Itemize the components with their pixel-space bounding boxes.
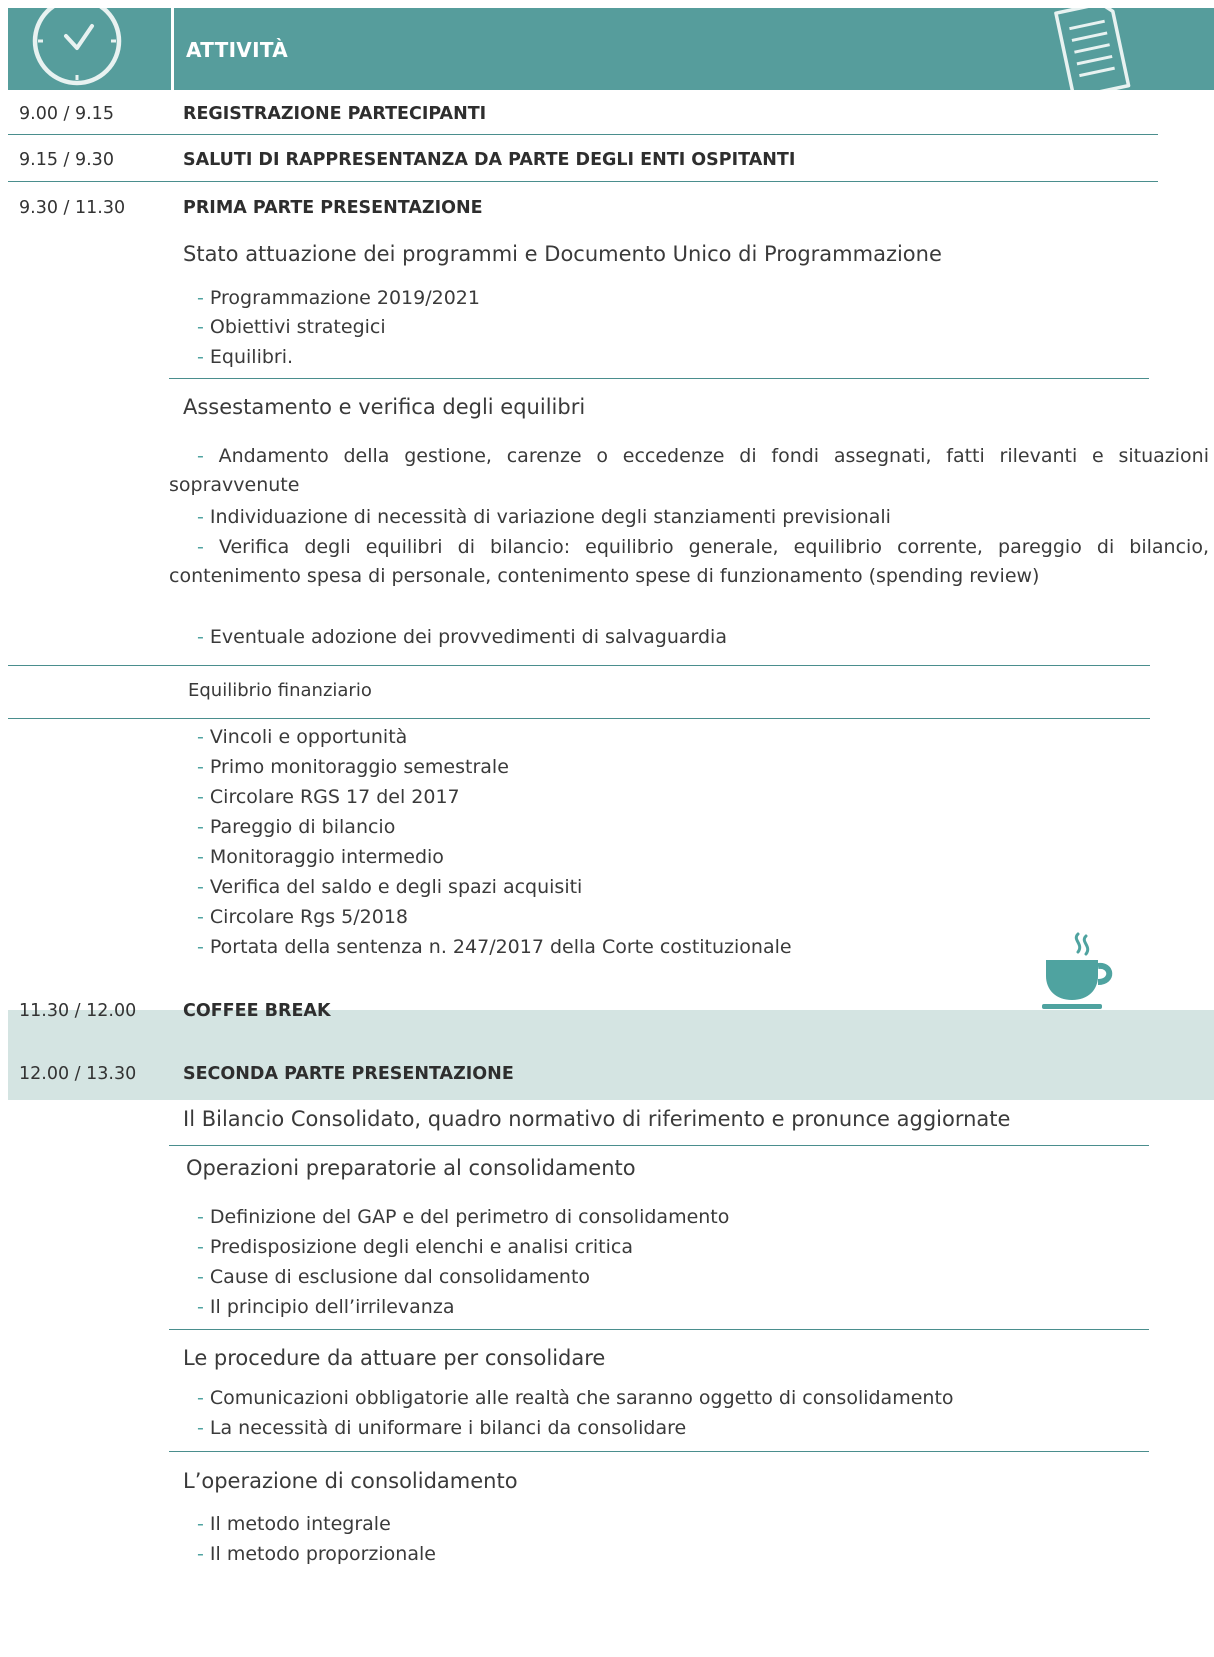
subsection-title: Operazioni preparatorie al consolidamento: [186, 1156, 636, 1180]
divider-line: [169, 378, 1149, 379]
document-icon: [1054, 8, 1134, 90]
list-item: - Predisposizione degli elenchi e analisi critica: [197, 1236, 633, 1258]
list-item: - Primo monitoraggio semestrale: [197, 756, 509, 778]
list-item: - La necessità di uniformare i bilanci da consolidare: [197, 1417, 687, 1439]
list-item: - Cause di esclusione dal consolidamento: [197, 1266, 591, 1288]
time-slot: 11.30 / 12.00: [19, 1001, 137, 1021]
divider-line: [8, 665, 1150, 666]
coffee-break-band: [8, 1010, 1214, 1100]
list-item: - Portata della sentenza n. 247/2017 della Corte costituzionale: [197, 936, 792, 958]
list-item: - Il metodo proporzionale: [197, 1543, 436, 1565]
subsection-title: Stato attuazione dei programmi e Documento Unico di Programmazione: [183, 242, 942, 266]
list-item: - Il metodo integrale: [197, 1513, 391, 1535]
list-item: - Verifica degli equilibri di bilancio: equilibrio generale, equilibrio corrente, pareggio di bilancio, contenimento spesa di personale, contenimento spese di funzionamento (spending review): [169, 536, 1209, 587]
list-item: - Il principio dell’irrilevanza: [197, 1296, 455, 1318]
header-divider: [171, 8, 174, 90]
session-title: REGISTRAZIONE PARTECIPANTI: [183, 104, 487, 124]
list-item: - Pareggio di bilancio: [197, 816, 396, 838]
coffee-cup-icon: [1042, 930, 1122, 1012]
subsection-title: Le procedure da attuare per consolidare: [183, 1346, 606, 1370]
session-title: PRIMA PARTE PRESENTAZIONE: [183, 198, 483, 218]
session-title: SALUTI DI RAPPRESENTANZA DA PARTE DEGLI ENTI OSPITANTI: [183, 150, 796, 170]
list-item: - Definizione del GAP e del perimetro di consolidamento: [197, 1206, 730, 1228]
list-item: - Circolare RGS 17 del 2017: [197, 786, 460, 808]
clock-icon: [22, 8, 132, 90]
list-item: - Equilibri.: [197, 346, 294, 368]
list-item: - Individuazione di necessità di variazione degli stanziamenti previsionali: [197, 506, 891, 528]
list-item: - Circolare Rgs 5/2018: [197, 906, 409, 928]
list-item: - Monitoraggio intermedio: [197, 846, 444, 868]
session-title: COFFEE BREAK: [183, 1001, 331, 1021]
list-item: - Programmazione 2019/2021: [197, 287, 480, 309]
time-slot: 9.30 / 11.30: [19, 198, 126, 218]
list-item: - Andamento della gestione, carenze o eccedenze di fondi assegnati, fatti rilevanti e situazioni sopravvenute: [169, 445, 1209, 496]
divider-line: [169, 1145, 1149, 1146]
subsection-title: L’operazione di consolidamento: [183, 1469, 518, 1493]
divider-line: [169, 1451, 1149, 1452]
session-title: SECONDA PARTE PRESENTAZIONE: [183, 1064, 514, 1084]
subsection-title: Assestamento e verifica degli equilibri: [183, 395, 586, 419]
list-item: - Comunicazioni obbligatorie alle realtà che saranno oggetto di consolidamento: [197, 1387, 954, 1409]
divider-line: [8, 718, 1150, 719]
list-item: - Verifica del saldo e degli spazi acquisiti: [197, 876, 583, 898]
time-slot: 9.00 / 9.15: [19, 104, 114, 124]
list-item: - Eventuale adozione dei provvedimenti di salvaguardia: [197, 626, 727, 648]
subsection-title: Il Bilancio Consolidato, quadro normativo di riferimento e pronunce aggiornate: [183, 1107, 1011, 1131]
time-slot: 9.15 / 9.30: [19, 150, 114, 170]
list-item: - Vincoli e opportunità: [197, 726, 408, 748]
header-title: ATTIVITÀ: [186, 38, 288, 62]
list-item: - Obiettivi strategici: [197, 316, 386, 338]
divider-line: [169, 1329, 1149, 1330]
divider-line: [8, 181, 1158, 182]
subsection-title: Equilibrio finanziario: [188, 680, 372, 701]
agenda-header: [8, 8, 1214, 90]
divider-line: [8, 134, 1158, 135]
time-slot: 12.00 / 13.30: [19, 1064, 137, 1084]
